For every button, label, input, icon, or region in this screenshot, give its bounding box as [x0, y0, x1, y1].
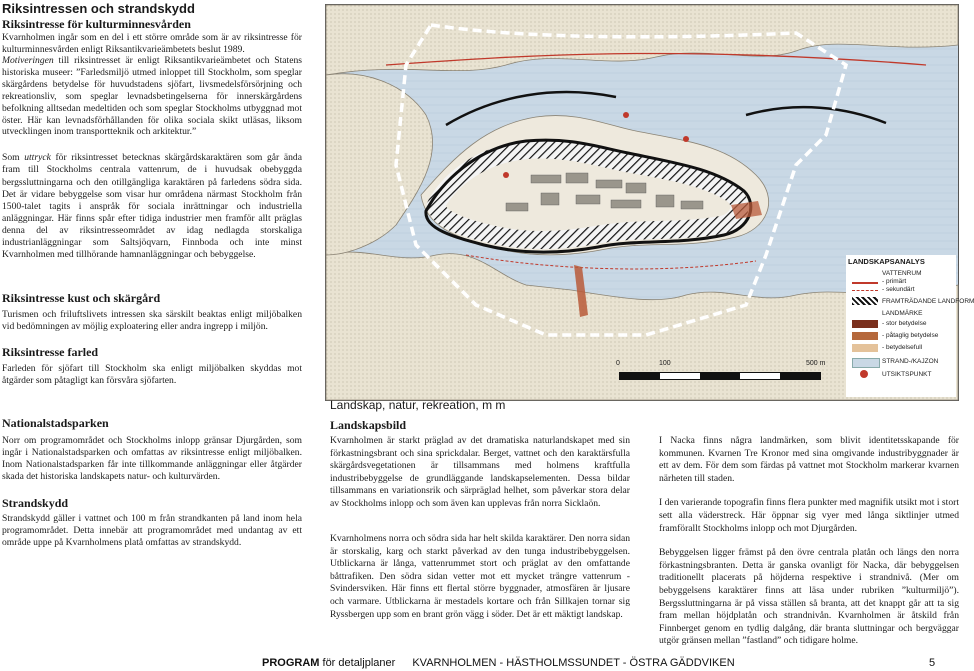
landskapsbild-p1: Kvarnholmen är starkt präglad av det dramatiska naturlandskapet med sin förkastningsbrant och sina sprickdalar. Berget, vattnet och den karaktärsfulla skärgårdsvegetationen är tillsammans med holmens kraftfulla industribebyggelse de grundläggande landskapselementen. Dessa bildar tillsammans en variationsrik och särpräglad helhet, som påverkar stora delar av Stockholms inlopp och som även kan upplevas från norra Sicklaön. — [330, 435, 630, 509]
farled-text: Farleden för sjöfart till Stockholm ska enligt miljöbalken skyddas mot åtgärder som påtagligt kan försvåra sjöfarten. — [2, 363, 302, 386]
right-p2: I den varierande topografin finns flera punkter med magnifik utsikt mot i stort sett alla väderstreck. Här öppnar sig vyer med långa siktlinjer utmed framförallt Stockholms inlopp och mot Djurgården. — [659, 497, 959, 534]
legend-line-primart — [852, 282, 878, 284]
page-number: 5 — [929, 657, 936, 669]
legend-sekundart: - sekundärt — [882, 286, 915, 293]
legend-swatch-patagllig — [852, 332, 878, 340]
intro-text: Kvarnholmen ingår som en del i ett större område som är av riksintresse för kulturminnesvården enligt Riksantikvarieämbetets beslut 1989. — [2, 32, 302, 55]
strand-text: Strandskydd gäller i vattnet och 100 m från strandkanten på land inom hela programområdet. Detta innebär att programområdet med undantag av ett område uppe på Kvarnholmens platå omfattas av strandskydd. — [2, 513, 302, 548]
legend-line-sekundart — [852, 290, 878, 291]
legend-vattenrum: VATTENRUM — [882, 270, 922, 277]
uttryck-text: för riksintresset betecknas skärgårdskaraktären som går ända fram till Stockholms centrala vattenrum, de i huvudsak obebyggda bergssluttningarna och den otillgängliga karaktären på farledens södra sida. Det är vidare bebyggelse som visar hur områdena närmast Stockholm från 1500-talet tagits i anspråk för sociala inrättningar och industriella anläggningar. Här finns spår efter tidiga industrier men framför allt präglas denna del av riksintresseområdet av idag nedlagda storskaliga industrianläggningar som Saltsjöqvarn, Finnboda och inte minst Kvarnholmen med tillhörande hamnanläggningar och bebyggelse. — [2, 152, 302, 261]
landskapsbild-heading: Landskapsbild — [330, 418, 407, 432]
legend-swatch-betydelsefull — [852, 344, 878, 352]
legend-framtradande: FRAMTRÄDANDE LANDFORM — [882, 298, 974, 305]
motivering-word: Motiveringen — [2, 55, 54, 66]
motivering-paragraph — [2, 55, 302, 138]
kust-section — [2, 291, 302, 333]
scale-bar — [619, 372, 821, 380]
footer-program: PROGRAM — [262, 657, 320, 669]
landskapsbild-p2: Kvarnholmens norra och södra sida har helt skilda karaktärer. Den norra sidan är storskalig, karg och starkt påverkad av den tunga industribebyggelsen. Utblickarna är långa, vattenrummet stort och präglat av den omfattande båttrafiken. Den södra sidan vetter mot ett mycket trängre vattenrum - Svindersviken. Här finns ett flertal större byggnader, atmosfären är ljusare och varmare. Utblickarna är mestadels kortare och från Sillkajen tornar sig Ryssbergen upp som en brant grön vägg i söder. Det är ett mäktigt landskap. — [330, 533, 630, 620]
national-heading: Nationalstadsparken — [2, 416, 109, 430]
legend-title: LANDSKAPSANALYS — [848, 257, 925, 266]
legend-primart: - primärt — [882, 278, 907, 285]
motivering-text: till riksintresset är enligt Riksantikvarieämbetet och Statens historiska museer: ”Farledsmiljö utmed inloppet till Stockholm, som speglar skärgårdens betydelse för huvudstadens sjöfart, livsmedelsförsörjning och rekreationsliv, som speglar levnadsbetingelserna för innerskärgårdens befolkning alltsedan medeltiden och som speglar Stockholms utbyggnad mot öster. Här kan levnadsförhållanden för olika sociala skikt utläsas, liksom utvecklingen inom transportteknik och arkitektur.” — [2, 55, 302, 138]
right-p3: Bebyggelsen ligger främst på den övre centrala platån och längs den norra förkastningsbranten. Detta är ganska ovanligt för Nacka, där bebyggelsen traditionellt placerats på höjderna respektive i strandnivå. (Mer om bebyggelsens karaktärer finns att läsa under rubriken ”kulturmiljö”). Bergssluttningarna är på vissa ställen så branta, att det knappt går att ta sig fram mellan höjdplatån och strandnivån. Kvarnholmen är åtskild från Finnberget genom en tydlig dalgång, där branta sluttningar och bergväggar utgör gränsen mellan ”fastland” och tidigare holme. — [659, 547, 959, 647]
legend-landmarke: LANDMÄRKE — [882, 310, 923, 317]
legend-betydelsefull: - betydelsefull — [882, 344, 923, 351]
left-column — [2, 1, 302, 261]
national-text: Norr om programområdet och Stockholms inlopp gränsar Djurgården, som ingår i Nationalstadsparken och omfattas av riksintresse enligt miljöbalken. Inom Nationalstadsparken får inte tillkommande anläggningar eller åtgärder skada det historiska landskapets natur- och kulturvärden. — [2, 435, 302, 482]
landskap-title: Landskap, natur, rekreation, m m — [330, 398, 506, 412]
kust-heading: Riksintresse kust och skärgård — [2, 291, 161, 305]
landscape-map — [325, 4, 974, 401]
legend-patagllig: - påtaglig betydelse — [882, 332, 939, 339]
farled-heading: Riksintresse farled — [2, 345, 99, 359]
scale-100: 100 — [659, 360, 671, 367]
footer-for: för detaljplaner — [319, 657, 396, 669]
strand-heading: Strandskydd — [2, 496, 69, 510]
uttryck-paragraph — [2, 152, 302, 261]
page-footer — [262, 657, 735, 669]
kust-text: Turismen och friluftslivets intressen ska särskilt beaktas enligt miljöbalken vid bedömningen av möjlig exploatering eller andra ingrepp i miljön. — [2, 309, 302, 332]
legend-stor: - stor betydelse — [882, 320, 927, 327]
legend-swatch-stor — [852, 320, 878, 328]
legend-swatch-strand — [852, 358, 880, 368]
legend-swatch-landform — [852, 297, 878, 305]
scale-500: 500 m — [806, 360, 826, 367]
map-legend — [846, 255, 974, 397]
footer-project: KVARNHOLMEN - HÄSTHOLMSSUNDET - ÖSTRA GÄDDVIKEN — [412, 657, 735, 669]
right-p1: I Nacka finns några landmärken, som blivit identitetsskapande för kommunen. Kvarnen Tre Kronor med sina omgivande industribyggnader är ett av dem. För dem som färdas på vattnet mot Stockholm markerar kvarnen närheten till staden. — [659, 435, 959, 484]
national-section — [2, 416, 302, 549]
legend-swatch-utsikt — [860, 370, 868, 378]
section-title: Riksintressen och strandskydd — [2, 1, 195, 16]
farled-section — [2, 345, 302, 387]
legend-strand: STRAND-/KAJZON — [882, 358, 939, 365]
legend-utsikt: UTSIKTSPUNKT — [882, 371, 932, 378]
scale-0: 0 — [616, 360, 620, 367]
uttryck-pre: Som — [2, 152, 25, 164]
uttryck-word: uttryck — [24, 152, 51, 164]
kulturminnesvarden-heading: Riksintresse för kulturminnesvården — [2, 17, 191, 31]
right-column — [659, 435, 959, 648]
